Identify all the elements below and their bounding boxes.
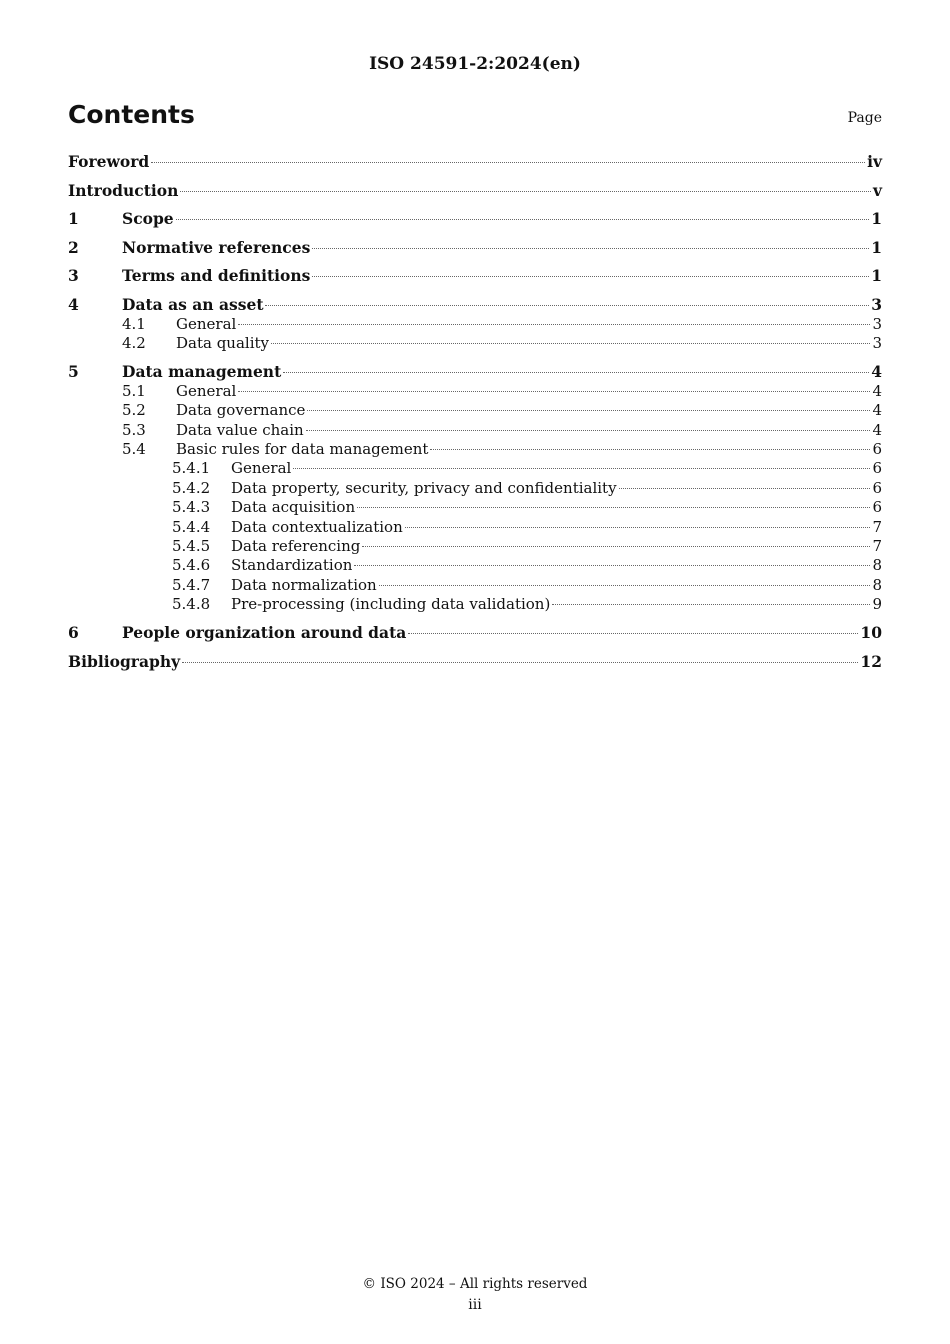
toc-entry-number: 5.4.5 (172, 537, 211, 556)
toc-entry-page: 7 (872, 517, 882, 536)
toc-entry-page: 3 (871, 294, 882, 314)
toc-entry-page: 8 (872, 556, 882, 575)
toc-dot-leader (619, 488, 871, 489)
toc-dot-leader (293, 468, 870, 469)
toc-dot-leader (405, 527, 871, 528)
toc-entry-people-organization[interactable] (68, 623, 882, 643)
toc-entry-title: Normative references (122, 237, 311, 257)
toc-entry-foreword[interactable] (68, 152, 882, 172)
toc-entry-page: 6 (872, 459, 882, 478)
toc-dot-leader (379, 585, 871, 586)
toc-entry-number: 5.4.1 (172, 459, 211, 478)
toc-entry-title: Data value chain (176, 420, 304, 439)
toc-entry-scope[interactable] (68, 209, 882, 229)
toc-entry-number: 2 (68, 237, 79, 257)
toc-dot-leader (307, 410, 870, 411)
toc-dot-leader (265, 305, 869, 306)
toc-entry-page: 3 (872, 314, 882, 333)
toc-entry-title: Data referencing (231, 537, 361, 556)
toc-entry-number: 5.4.6 (172, 556, 211, 575)
toc-entry-page: 8 (872, 575, 882, 594)
toc-entry-4-1-general[interactable] (68, 315, 882, 334)
toc-entry-5-4-basic-rules[interactable] (68, 440, 882, 459)
toc-entry-title: Bibliography (68, 651, 181, 671)
page-column-label: Page (847, 110, 882, 126)
toc-entry-number: 5.4.4 (172, 517, 211, 536)
toc-entry-data-management[interactable] (68, 362, 882, 382)
toc-entry-page: v (872, 180, 882, 200)
toc-entry-5-4-7-data-normalization[interactable] (68, 576, 882, 595)
contents-heading: Contents (68, 100, 195, 129)
toc-dot-leader (238, 391, 870, 392)
toc-entry-title: Data acquisition (231, 498, 356, 517)
toc-entry-page: 9 (872, 595, 882, 614)
toc-entry-introduction[interactable] (68, 181, 882, 201)
toc-entry-page: 6 (872, 478, 882, 497)
toc-entry-title: Foreword (68, 152, 150, 171)
toc-entry-title: Data as an asset (122, 294, 264, 314)
toc-dot-leader (354, 565, 870, 566)
footer-copyright: © ISO 2024 – All rights reserved (362, 1276, 588, 1292)
toc-entry-page: 1 (871, 237, 882, 257)
toc-entry-data-as-an-asset[interactable] (68, 295, 882, 315)
toc-entry-normative-references[interactable] (68, 238, 882, 258)
toc-entry-page: 12 (860, 651, 882, 671)
toc-entry-page: 4 (872, 420, 882, 439)
toc-dot-leader (176, 219, 870, 220)
toc-entry-title: Data contextualization (231, 517, 403, 536)
toc-entry-title: General (176, 314, 237, 333)
toc-entry-title: Terms and definitions (122, 266, 311, 285)
toc-dot-leader (552, 604, 870, 605)
toc-entry-4-2-data-quality[interactable] (68, 334, 882, 353)
toc-entry-title: Pre-processing (including data validation) (231, 595, 551, 614)
toc-entry-title: General (176, 381, 237, 400)
toc-entry-number: 5.3 (122, 420, 146, 439)
toc-entry-page: 3 (872, 333, 882, 352)
toc-entry-number: 1 (68, 209, 79, 228)
toc-dot-leader (283, 372, 869, 373)
toc-dot-leader (408, 633, 858, 634)
toc-entry-number: 5.4.7 (172, 575, 211, 594)
toc-entry-title: People organization around data (122, 623, 407, 643)
toc-entry-5-4-3-data-acquisition[interactable] (68, 498, 882, 517)
table-of-contents (68, 152, 882, 672)
toc-entry-title: Data management (122, 361, 282, 381)
toc-entry-page: 6 (872, 498, 882, 517)
toc-dot-leader (180, 191, 871, 192)
toc-dot-leader (271, 343, 870, 344)
toc-entry-5-4-2-data-property[interactable] (68, 479, 882, 498)
footer-page-number: iii (468, 1297, 482, 1313)
toc-entry-title: Data normalization (231, 575, 377, 594)
toc-entry-terms-and-definitions[interactable] (68, 266, 882, 286)
toc-entry-number: 4 (68, 294, 79, 314)
toc-dot-leader (306, 430, 871, 431)
toc-dot-leader (312, 276, 869, 277)
toc-entry-number: 3 (68, 266, 79, 285)
toc-entry-page: 7 (872, 537, 882, 556)
toc-entry-page: 4 (872, 401, 882, 420)
toc-entry-page: 6 (872, 440, 882, 459)
toc-entry-title: Data property, security, privacy and confidentiality (231, 478, 617, 497)
toc-entry-title: Data quality (176, 333, 270, 352)
toc-entry-5-4-4-data-contextualization[interactable] (68, 518, 882, 537)
toc-entry-number: 5.4.2 (172, 478, 211, 497)
toc-entry-title: Introduction (68, 180, 179, 200)
toc-entry-page: 4 (871, 361, 882, 381)
toc-dot-leader (182, 662, 858, 663)
toc-entry-5-3-data-value-chain[interactable] (68, 421, 882, 440)
toc-entry-page: 1 (871, 266, 882, 285)
toc-entry-title: Basic rules for data management (176, 440, 429, 459)
toc-dot-leader (362, 546, 870, 547)
toc-entry-title: Standardization (231, 556, 353, 575)
toc-dot-leader (357, 507, 870, 508)
toc-entry-title: Scope (122, 209, 174, 228)
toc-entry-5-1-general[interactable] (68, 382, 882, 401)
toc-entry-title: General (231, 459, 292, 478)
toc-entry-number: 5 (68, 361, 79, 381)
toc-dot-leader (238, 324, 870, 325)
toc-entry-page: 1 (871, 209, 882, 228)
toc-entry-number: 5.4.8 (172, 595, 211, 614)
toc-entry-number: 4.2 (122, 333, 146, 352)
toc-dot-leader (430, 449, 870, 450)
toc-entry-page: 10 (860, 623, 882, 643)
toc-entry-5-4-8-pre-processing[interactable] (68, 595, 882, 614)
toc-entry-number: 5.2 (122, 401, 146, 420)
toc-dot-leader (151, 162, 865, 163)
toc-entry-page: iv (867, 152, 882, 171)
toc-entry-bibliography[interactable] (68, 652, 882, 672)
toc-entry-5-4-6-standardization[interactable] (68, 556, 882, 575)
document-header: ISO 24591-2:2024(en) (369, 54, 581, 74)
toc-entry-5-4-5-data-referencing[interactable] (68, 537, 882, 556)
toc-entry-5-2-data-governance[interactable] (68, 401, 882, 420)
toc-dot-leader (312, 248, 869, 249)
toc-entry-5-4-1-general[interactable] (68, 459, 882, 478)
toc-entry-page: 4 (872, 381, 882, 400)
toc-entry-number: 5.4 (122, 440, 146, 459)
toc-entry-number: 6 (68, 623, 79, 643)
toc-entry-number: 5.1 (122, 381, 146, 400)
toc-entry-number: 4.1 (122, 314, 146, 333)
toc-entry-title: Data governance (176, 401, 306, 420)
toc-entry-number: 5.4.3 (172, 498, 211, 517)
